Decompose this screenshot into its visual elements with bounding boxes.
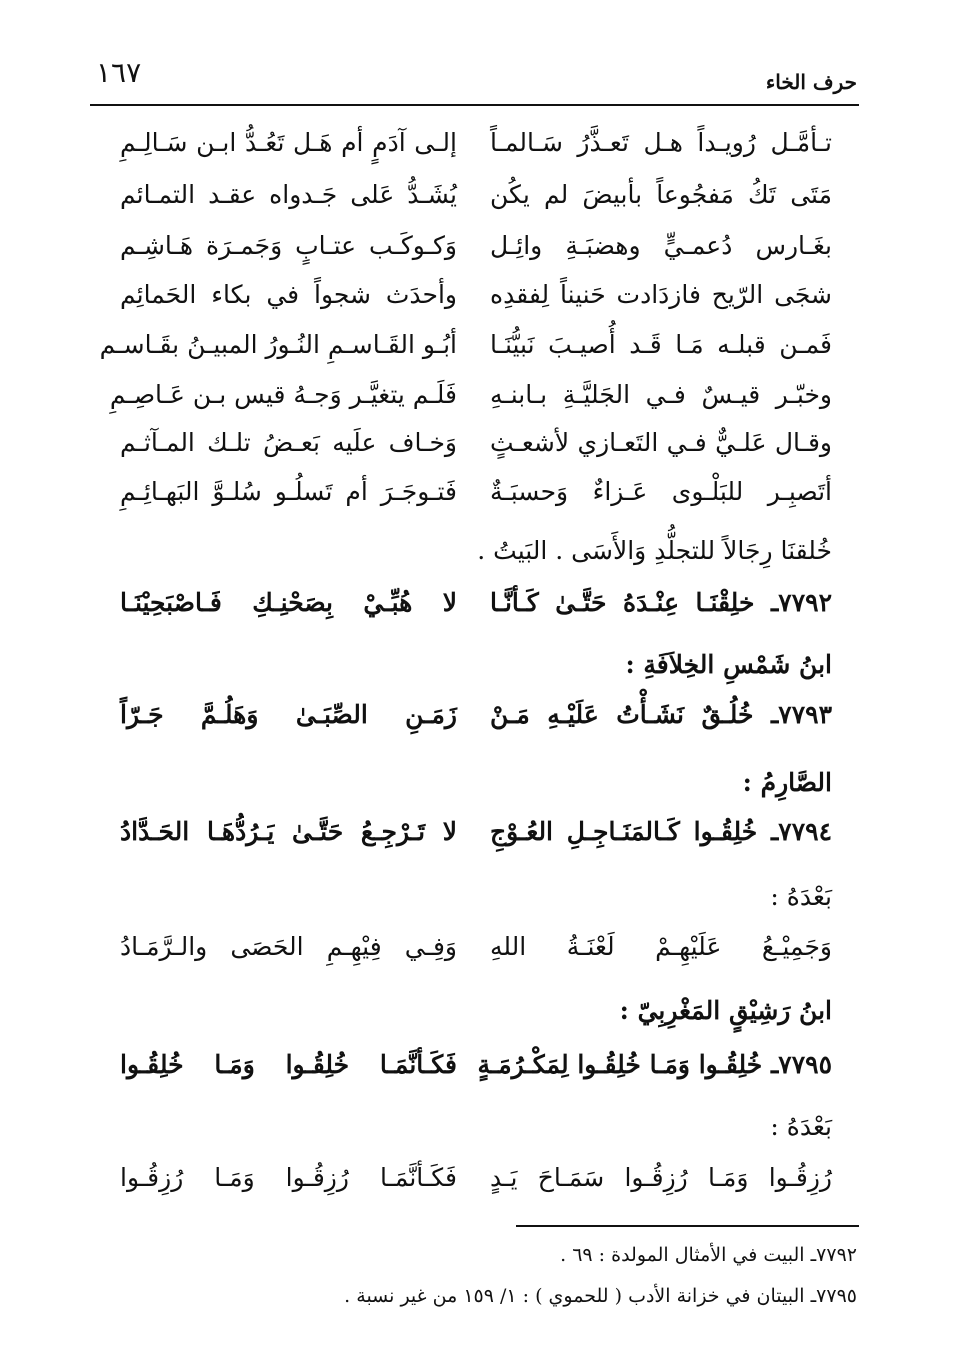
next-verse-label: بَعْدَهُ : xyxy=(770,882,832,911)
verse-1-first-hemistich: تـأمَّـل رُويـداً هـل تَعـذَّرُ سَـالمـاً xyxy=(490,128,832,157)
verse-first-hemistich: وَجَمِيْـعُ عَلَيْهِـمْ لَعْنَـةُ اللهِ xyxy=(490,932,832,961)
verse-2-first-hemistich: مَتَى تَكُ مَفجُوعاً بأبيضَ لم يكُن xyxy=(490,180,832,209)
entry-7795-second-hemistich: فَكَـأنَّمَـا خُلِقُـوا وَمَـا خُلِقُـوا xyxy=(120,1050,457,1079)
footnote-7792: ٧٧٩٢ـ البيت في الأمثال المولدة : ٦٩ . xyxy=(560,1244,857,1266)
verse-3-second-hemistich: وَكـوكَـب عتـابٍ وَجَمـرَة هَـاشِـم xyxy=(120,231,457,260)
verse-4-second-hemistich: وأحدَث شجواً في بكاء الحَمائِم xyxy=(120,280,457,309)
verse-8-second-hemistich: فَتـوجَـرَ أم تَسلُـو سُلـوَّ البَهـائِـمِ xyxy=(120,477,457,506)
verse-4-first-hemistich: شجَى الرّيح فازدَادت حَنيناً لِفقدِه xyxy=(490,280,832,309)
footnote-7795: ٧٧٩٥ـ البيتان في خزانة الأدب ( للحموي ) : ١/ ١٥٩ من غير نسبة . xyxy=(344,1285,857,1307)
entry-7793-second-hemistich: زَمَـنِ الصِّبَـىٰ وَهَلُـمَّ جَـرّاً xyxy=(120,700,457,729)
footnote-divider xyxy=(516,1225,859,1227)
verse-6-first-hemistich: وخبّـر قيـسٌ فـي الجَليَّـةِ بـابنـهِ xyxy=(490,380,832,409)
entry-7794-second-hemistich: لا تَـرْجِـعُ حَتَّـىٰ يَـرُدُّهَـا الحَـدَّادُ xyxy=(120,817,457,846)
verse-3-first-hemistich: بغَـارس دُعمـيٍّ وهضبَـةِ وائِـل xyxy=(490,231,832,260)
continuation-line: خُلقنَا رِجَالاً للتجلُّدِ وَالأَسَى . البَيتُ . xyxy=(477,536,832,565)
verse-7-second-hemistich: وَخـاف علَيه بَعـضُ تلـك المـآثـم xyxy=(120,428,457,457)
header-divider xyxy=(90,104,859,106)
entry-7793-first-hemistich: ٧٧٩٣ـ خُلُـقٌ نَشَـأْتُ عَلَيْـهِ مَـنْ xyxy=(490,700,832,729)
verse-2-second-hemistich: يُشَـدُّ عَلى جَـدواه عقـد التمـائم xyxy=(120,180,457,209)
verse-1-second-hemistich: إلـى آدَمٍ أم هَـل تَعُـدُّ ابـن سَـالِـمِ xyxy=(120,128,457,157)
verse-5-second-hemistich: أبُـو القَـاسـمِ النُـورُ المبيـنُ بقَـاسـم xyxy=(99,330,457,359)
verse-first-hemistich: رُزِقُـوا وَمَـا رُزِقُـوا سَمَـاحَ يَـدٍ xyxy=(490,1163,832,1192)
verse-second-hemistich: وَفِـي فِيْهِـمِ الحَصَى والـرَّمَـادُ xyxy=(120,932,457,961)
poet-attribution: ابنُ رَشِيْقٍ المَغْرِبِيّ : xyxy=(619,996,832,1025)
verse-second-hemistich: فَكَـأنَّمَـا رُزِقُـوا وَمَـا رُزِقُـوا xyxy=(120,1163,457,1192)
next-verse-label: بَعْدَهُ : xyxy=(770,1112,832,1141)
poet-attribution: الصَّارِمُ : xyxy=(742,768,832,797)
entry-7792-first-hemistich: ٧٧٩٢ـ خلِقْنَـا عِنْـدَهُ حَتَّـىٰ كَـأنَّـا xyxy=(490,588,832,617)
verse-7-first-hemistich: وقـال عَلـيٌّ فـي التَعـازي لأشعـثٍ xyxy=(490,428,832,457)
verse-6-second-hemistich: فَلَـم يتغيَّـر وَجـهُ قيس بـن عَـاصِـمِ xyxy=(109,380,457,409)
entry-7794-first-hemistich: ٧٧٩٤ـ خُلِقُـوا كَـالمَنَـاجِـلِ العُـوْجِ xyxy=(490,817,832,846)
verse-8-first-hemistich: أتَصبِـر للبَلْـوى عَـزاءٌ وَحسبَـةٌ xyxy=(490,477,832,506)
poet-attribution: ابنُ شَمْسِ الخِلاَفَةِ : xyxy=(625,650,832,679)
entry-7792-second-hemistich: لا هُبِّـيْ بِصَحْنِـكِ فَـاصْبَحِيْنَـا xyxy=(120,588,457,617)
page-number: ١٦٧ xyxy=(96,56,142,89)
section-title: حرف الخاء xyxy=(765,70,857,94)
verse-5-first-hemistich: فَمـن قبلـه مَـا قَـد أُصيـبَ نَبيُّنَـا xyxy=(490,330,832,359)
entry-7795-first-hemistich: ٧٧٩٥ـ خُلِقُـوا وَمَـا خُلِقُـوا لِمَكْـرُمَـةٍ xyxy=(477,1050,832,1079)
